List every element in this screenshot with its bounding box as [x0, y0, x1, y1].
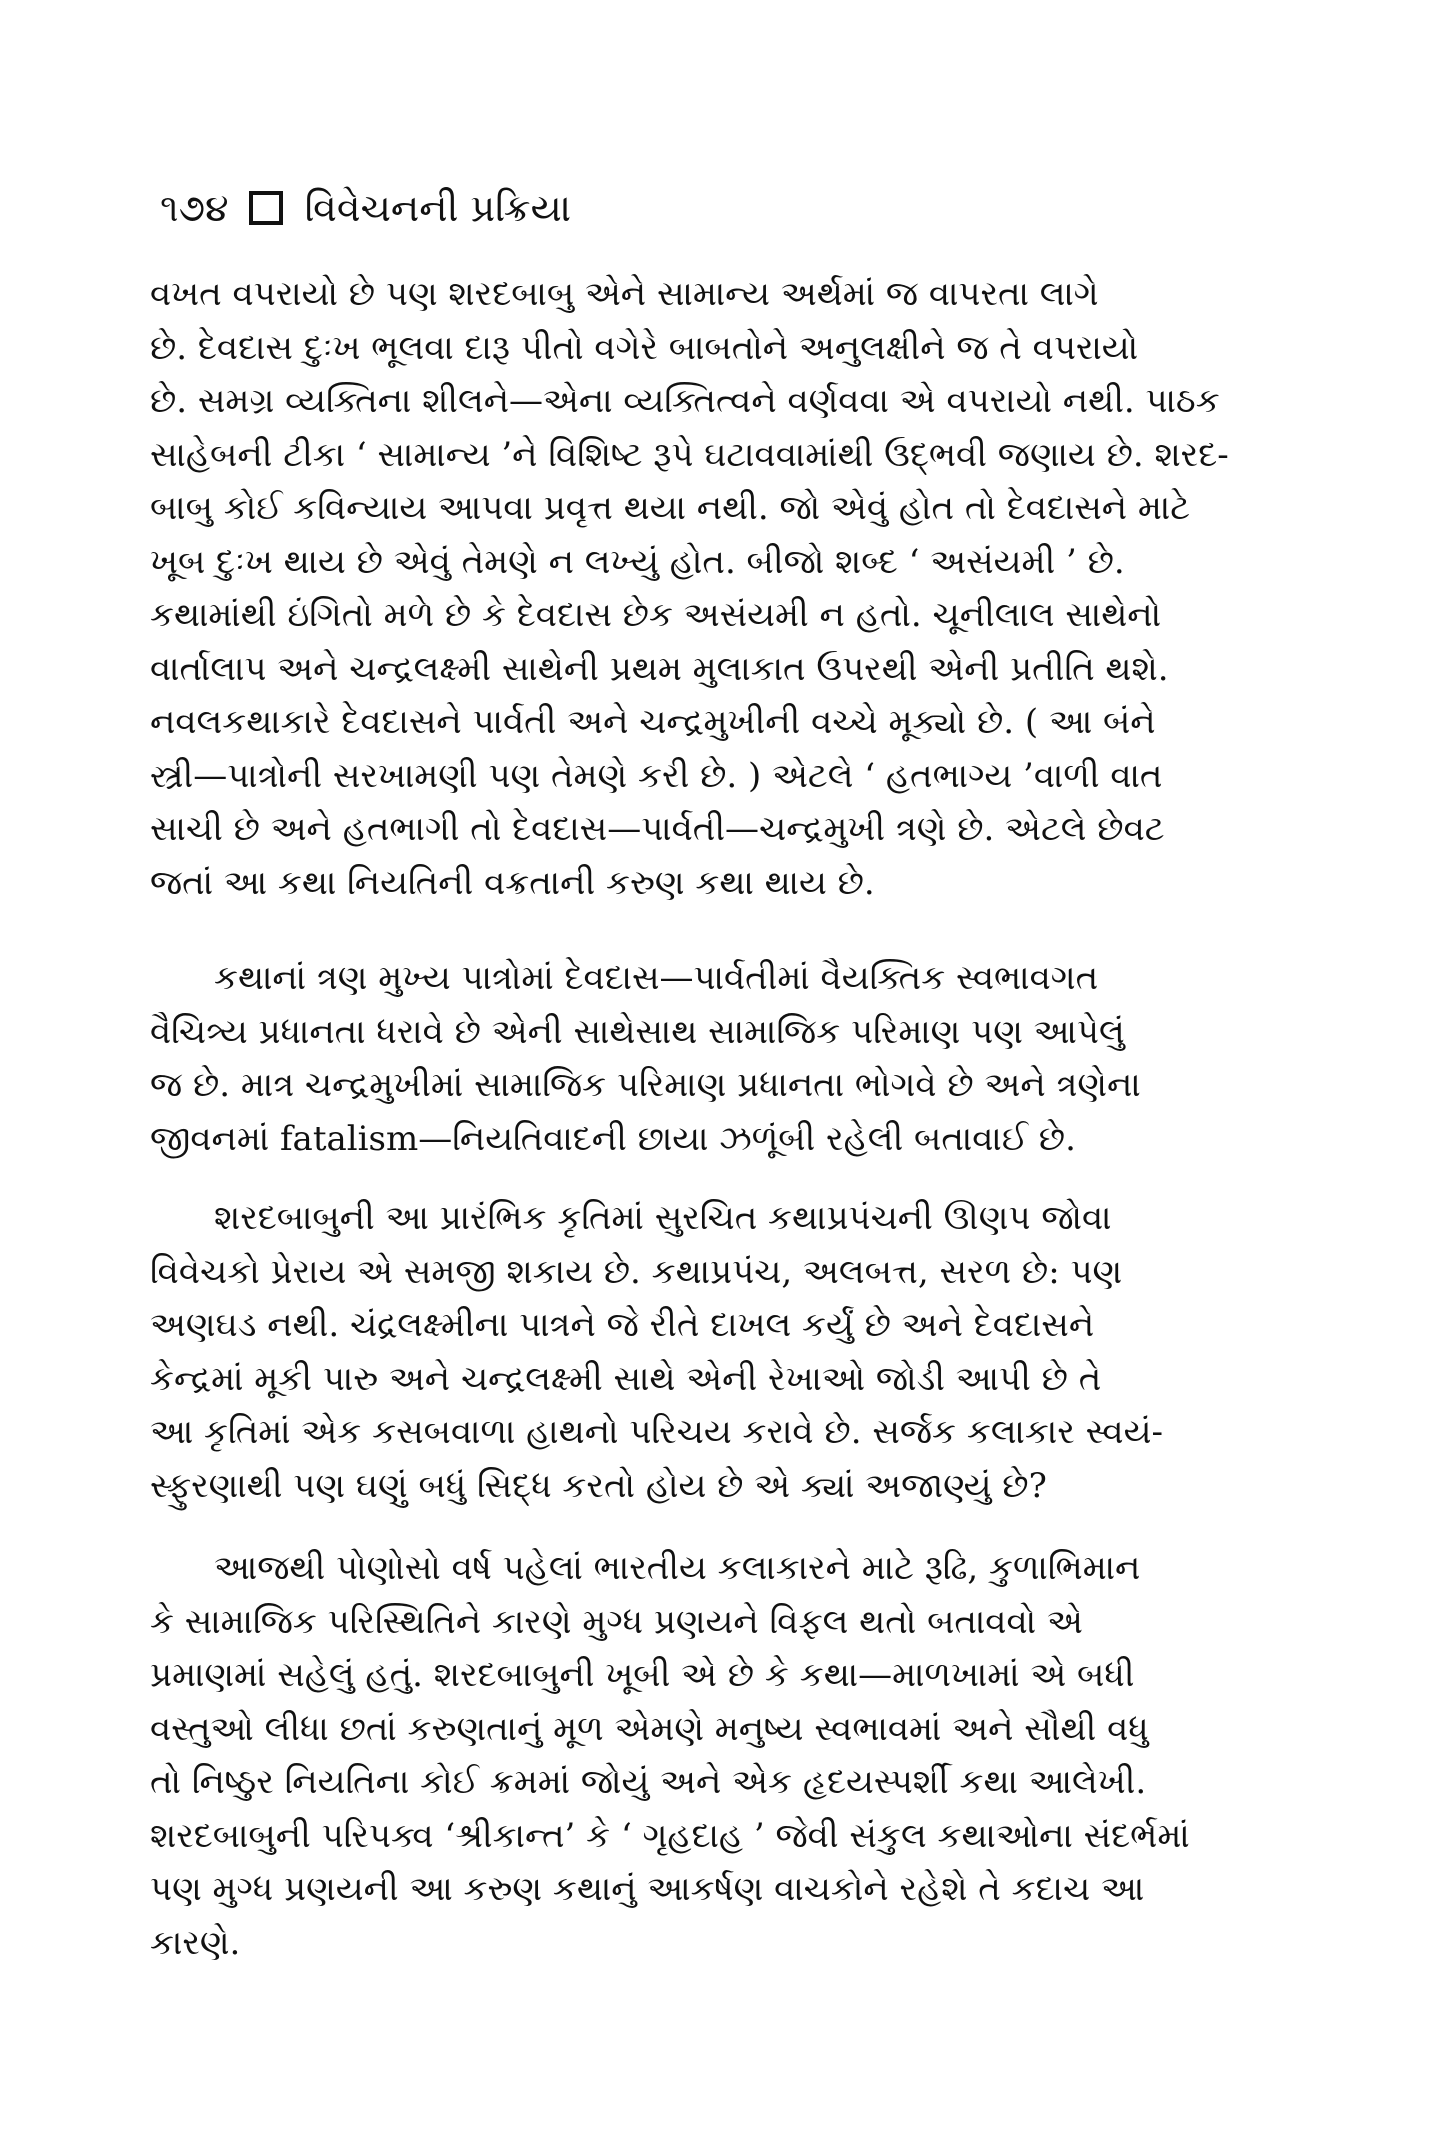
text-line: કથામાંથી ઇંગિતો મળે છે કે દેવદાસ છેક અસંયમી ન હતો. ચૂનીલાલ સાથેનો	[150, 595, 1162, 635]
text-line: છે. સમગ્ર વ્યક્તિના શીલને—એના વ્યક્તિત્વને વર્ણવવા એ વપરાયો નથી. પાઠક	[150, 381, 1220, 421]
text-line: વાર્તાલાપ અને ચન્દ્રલક્ષ્મી સાથેની પ્રથમ મુલાકાત ઉપરથી એની પ્રતીતિ થશે.	[150, 648, 1169, 689]
text-line: પ્રમાણમાં સહેલું હતું. શરદબાબુની ખૂબી એ છે કે કથા—માળખામાં એ બધી	[150, 1655, 1135, 1695]
text-line: પણ મુગ્ધ પ્રણયની આ કરુણ કથાનું આકર્ષણ વાચકોને રહેશે તે કદાચ આ	[150, 1869, 1145, 1909]
running-head	[160, 178, 571, 238]
book-title: વિવેચનની પ્રક્રિયા	[304, 186, 572, 230]
text-line: વસ્તુઓ લીધા છતાં કરુણતાનું મૂળ એમણે મનુષ્ય સ્વભાવમાં અને સૌથી વધુ	[150, 1708, 1149, 1749]
text-line: ખૂબ દુઃખ થાય છે એવું તેમણે ન લખ્યું હોત. બીજો શબ્દ ‘ અસંયમી ’ છે.	[150, 541, 1125, 582]
paragraph-1	[150, 268, 1290, 910]
text-line: સ્ફુરણાથી પણ ઘણું બધું સિદ્ધ કરતો હોય છે એ ક્યાં અજાણ્યું છે?	[150, 1465, 1047, 1506]
text-line: તો નિષ્ઠુર નિયતિના કોઈ ક્રમમાં જોયું અને એક હૃદયસ્પર્શી કથા આલેખી.	[150, 1762, 1147, 1802]
text-line: નવલકથાકારે દેવદાસને પાર્વતી અને ચન્દ્રમુખીની વચ્ચે મૂક્યો છે. ( આ બંને	[150, 702, 1156, 742]
text-line: જીવનમાં fatalism—નિયતિવાદની છાયા ઝળૂંબી રહેલી બતાવાઈ છે.	[150, 1118, 1076, 1159]
text-line: કે સામાજિક પરિસ્થિતિને કારણે મુગ્ધ પ્રણયને વિફલ થતો બતાવવો એ	[150, 1601, 1083, 1642]
text-line: અણઘડ નથી. ચંદ્રલક્ષ્મીના પાત્રને જે રીતે દાખલ કર્યું છે અને દેવદાસને	[150, 1305, 1095, 1345]
text-line: શરદબાબુની આ પ્રારંભિક કૃતિમાં સુરચિત કથાપ્રપંચની ઊણપ જોવા	[214, 1198, 1112, 1238]
text-line: સાહેબની ટીકા ‘ સામાન્ય ’ને વિશિષ્ટ રૂપે ઘટાવવામાંથી ઉદ્‌ભવી જણાય છે. શરદ-	[150, 434, 1229, 475]
text-line: વૈચિત્ર્ય પ્રધાનતા ધરાવે છે એની સાથેસાથ સામાજિક પરિમાણ પણ આપેલું	[150, 1011, 1125, 1052]
paragraph-4	[150, 1542, 1290, 1970]
text-line: વખત વપરાયો છે પણ શરદબાબુ એને સામાન્ય અર્થમાં જ વાપરતા લાગે	[150, 274, 1099, 314]
text-line: જતાં આ કથા નિયતિની વક્રતાની કરુણ કથા થાય છે.	[150, 862, 875, 903]
paragraph-2	[150, 952, 1290, 1166]
page-number: ૧૭૪	[160, 186, 229, 230]
square-ornament-icon	[249, 191, 283, 225]
text-line: કેન્દ્રમાં મૂકી પારુ અને ચન્દ્રલક્ષ્મી સાથે એની રેખાઓ જોડી આપી છે તે	[150, 1358, 1102, 1399]
text-line: આજથી પોણોસો વર્ષ પહેલાં ભારતીય કલાકારને માટે રૂઢિ, કુળાભિમાન	[214, 1548, 1141, 1588]
text-line: સાચી છે અને હતભાગી તો દેવદાસ—પાર્વતી—ચન્દ્રમુખી ત્રણે છે. એટલે છેવટ	[150, 809, 1165, 849]
text-line: કથાનાં ત્રણ મુખ્ય પાત્રોમાં દેવદાસ—પાર્વતીમાં વૈયક્તિક સ્વભાવગત	[214, 958, 1099, 998]
paragraph-3	[150, 1192, 1290, 1513]
text-line: બાબુ કોઈ કવિન્યાય આપવા પ્રવૃત્ત થયા નથી. જો એવું હોત તો દેવદાસને માટે	[150, 488, 1191, 528]
text-line: છે. દેવદાસ દુઃખ ભૂલવા દારૂ પીતો વગેરે બાબતોને અનુલક્ષીને જ તે વપરાયો	[150, 327, 1139, 368]
text-line: વિવેચકો પ્રેરાય એ સમજી શકાય છે. કથાપ્રપંચ, અલબત્ત, સરળ છે: પણ	[150, 1251, 1123, 1292]
text-line: શરદબાબુની પરિપક્વ ‘શ્રીકાન્ત’ કે ‘ ગૃહદાહ ’ જેવી સંકુલ કથાઓના સંદર્ભમાં	[150, 1815, 1190, 1856]
text-line: કારણે.	[150, 1922, 241, 1963]
text-line: આ કૃતિમાં એક કસબવાળા હાથનો પરિચય કરાવે છે. સર્જક કલાકાર સ્વયં-	[150, 1412, 1163, 1452]
text-line: જ છે. માત્ર ચન્દ્રમુખીમાં સામાજિક પરિમાણ પ્રધાનતા ભોગવે છે અને ત્રણેના	[150, 1065, 1141, 1105]
text-line: સ્ત્રી—પાત્રોની સરખામણી પણ તેમણે કરી છે. ) એટલે ‘ હતભાગ્ય ’વાળી વાત	[150, 755, 1163, 796]
